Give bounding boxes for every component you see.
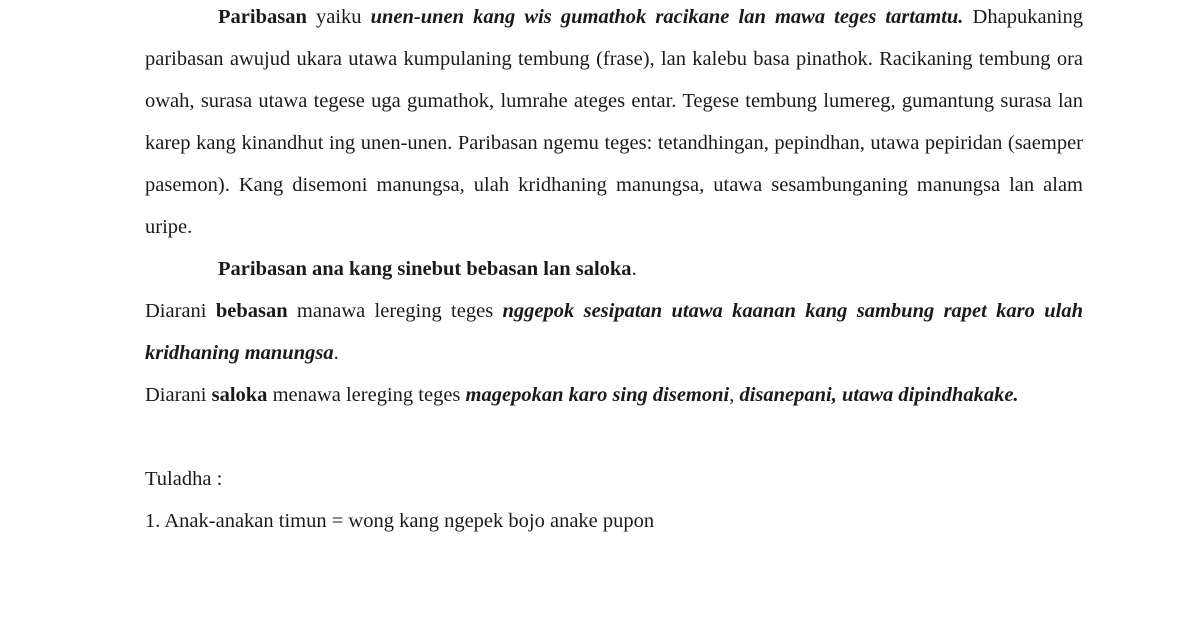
bebasan-end: . <box>333 342 339 364</box>
saloka-definition-paragraph <box>145 374 1083 416</box>
connector-text: yaiku <box>306 6 371 28</box>
blank-line <box>145 416 1083 458</box>
paribasan-types-paragraph <box>145 248 1083 290</box>
saloka-comma: , <box>729 384 735 406</box>
paribasan-definition-paragraph <box>145 0 1083 248</box>
examples-heading: Tuladha : <box>145 468 223 490</box>
document-page <box>145 0 1083 542</box>
period-text: . <box>631 258 637 280</box>
saloka-middle: menawa lereging teges <box>267 384 466 406</box>
bebasan-middle: manawa lereging teges <box>287 300 503 322</box>
paribasan-explanation: Dhapukaning paribasan awujud ukara utawa kumpulaning tembung (frase), lan kalebu basa pinathok. Racikaning tembung ora owah, surasa utawa tegese uga gumathok, lumrahe ateges entar. Tegese tembung lumereg, gumantung surasa lan karep kang kinandhut ing unen-unen. Paribasan ngemu teges: tetandhingan, pepindhan, utawa pepiridan (saemper pasemon). Kang disemoni manungsa, ulah kridhaning manungsa, utawa sesambunganing manungsa lan alam uripe. <box>145 6 1083 238</box>
paribasan-types-heading: Paribasan ana kang sinebut bebasan lan saloka <box>218 258 632 280</box>
paribasan-term: Paribasan <box>218 6 307 28</box>
bebasan-definition: nggepok sesipatan utawa kaanan kang sambung rapet karo ulah kridhaning manungsa <box>145 300 1083 364</box>
bebasan-definition-paragraph <box>145 290 1083 374</box>
bebasan-prefix: Diarani <box>145 300 216 322</box>
saloka-prefix: Diarani <box>145 384 212 406</box>
paribasan-definition: unen-unen kang wis gumathok racikane lan mawa teges tartamtu. <box>370 6 964 28</box>
bebasan-term: bebasan <box>215 300 288 322</box>
example-item: 1. Anak-anakan timun = wong kang ngepek bojo anake pupon <box>145 510 655 532</box>
saloka-term: saloka <box>211 384 268 406</box>
saloka-definition-b: disanepani, utawa dipindhakake. <box>734 384 1019 406</box>
saloka-definition-a: magepokan karo sing disemoni <box>465 384 730 406</box>
